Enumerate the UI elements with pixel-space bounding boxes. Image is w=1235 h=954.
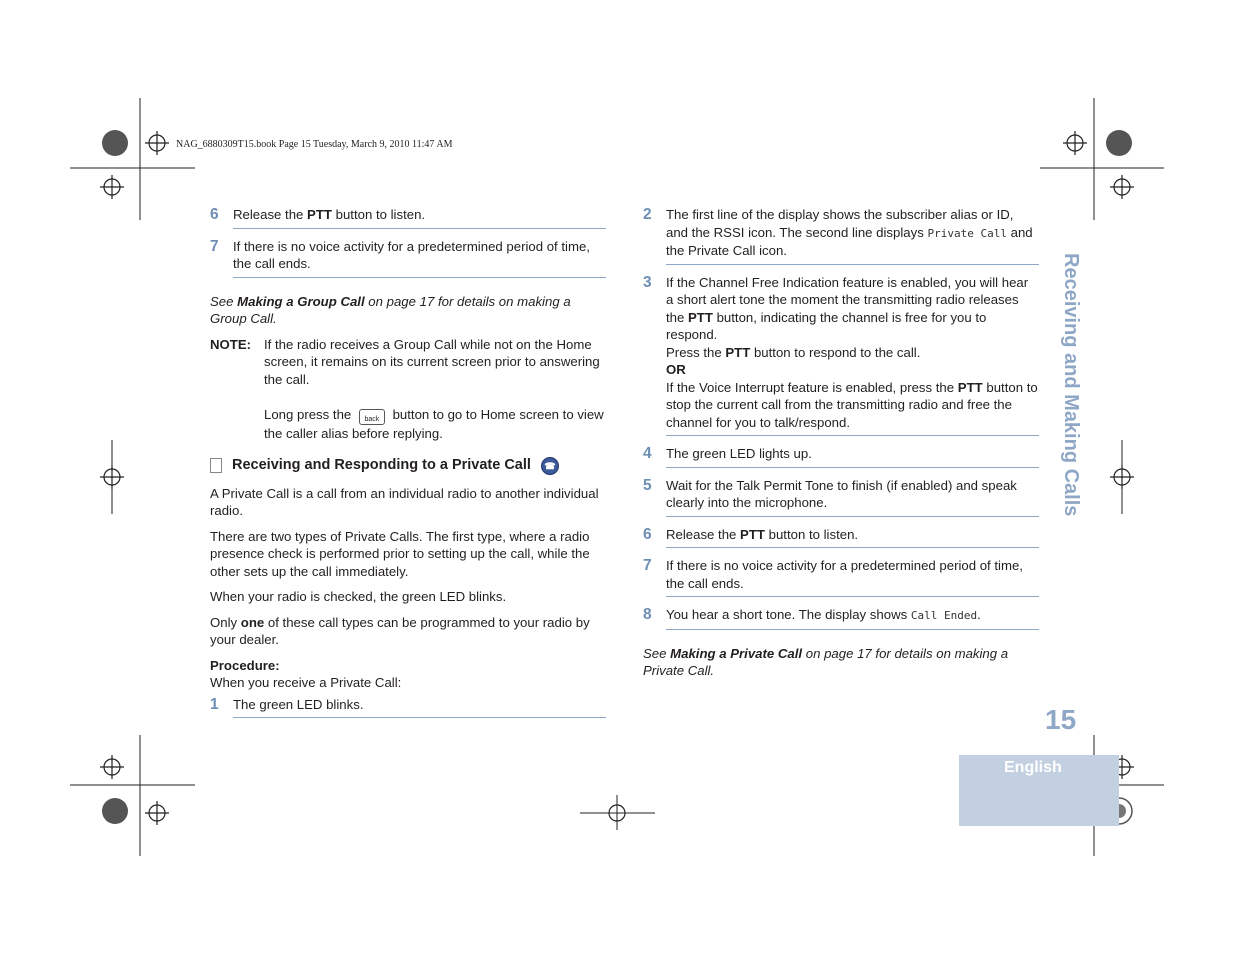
step-text: If the Channel Free Indication feature is enabled, you will hear a short alert tone the moment the transmitting radio releases the PTT button, indicating the channel is free for you to respond. Press the PTT button to respond to the call. OR If the Voice Interrupt feature is enabled, press the PTT button to stop the current call from the transmitting radio and free the channel for you to talk/respond. — [666, 274, 1039, 437]
step-number: 7 — [643, 557, 652, 574]
step-7-right — [643, 557, 1039, 602]
step-7-left — [210, 238, 606, 283]
step-text: Release the PTT button to listen. — [666, 526, 1039, 549]
step-text: Release the PTT button to listen. — [233, 206, 606, 229]
display-text: Call Ended — [910, 609, 978, 622]
step-number: 5 — [643, 476, 652, 494]
step-number: 6 — [643, 525, 652, 543]
language-tab: English — [959, 755, 1119, 826]
or-label: OR — [666, 362, 686, 377]
step-4-right — [643, 445, 1039, 473]
step-number: 1 — [210, 695, 219, 713]
note-block — [210, 336, 606, 443]
document-icon — [210, 458, 222, 473]
back-key-icon: back — [359, 409, 385, 425]
step-text: The first line of the display shows the subscriber alias or ID, and the RSSI icon. The second line displays Private Call and the Private Call icon. — [666, 206, 1039, 265]
step-2-right — [643, 206, 1039, 270]
step-1-left — [210, 696, 606, 724]
file-header: NAG_6880309T15.book Page 15 Tuesday, March 9, 2010 11:47 AM — [176, 139, 453, 150]
procedure-label: Procedure: — [210, 657, 280, 673]
note-paragraph-2: Long press the back button to go to Home screen to view the caller alias before replying. — [264, 407, 604, 441]
see-private-call-ref: See Making a Private Call on page 17 for details on making a Private Call. — [643, 645, 1009, 678]
note-body — [264, 336, 606, 443]
right-column — [643, 206, 1039, 688]
step-text: If there is no voice activity for a predetermined period of time, the call ends. — [666, 557, 1039, 597]
note-paragraph-1: If the radio receives a Group Call while not on the Home screen, it remains on its current screen prior to answering the call. — [264, 336, 600, 387]
paragraph-led-blinks: When your radio is checked, the green LED blinks. — [210, 589, 507, 604]
step-text: Wait for the Talk Permit Tone to finish (if enabled) and speak clearly into the microphone. — [666, 477, 1039, 517]
paragraph-call-types: There are two types of Private Calls. The first type, where a radio presence check is performed prior to setting up the call, while the other sets up the call immediately. — [210, 528, 590, 579]
note-label: NOTE: — [210, 336, 252, 352]
step-text: You hear a short tone. The display shows Call Ended. — [666, 606, 1039, 630]
section-title: Receiving and Responding to a Private Call ☎ — [210, 457, 606, 475]
step-text: The green LED blinks. — [233, 696, 606, 719]
see-group-call-ref: See Making a Group Call on page 17 for details on making a Group Call. — [210, 293, 571, 326]
step-number: 8 — [643, 606, 652, 623]
step-6-right — [643, 526, 1039, 554]
step-6-left — [210, 206, 606, 234]
step-text: The green LED lights up. — [666, 445, 1039, 468]
step-number: 6 — [210, 206, 219, 223]
private-call-icon: ☎ — [541, 457, 559, 475]
step-number: 7 — [210, 237, 219, 255]
chapter-side-tab: Receiving and Making Calls — [1060, 253, 1082, 517]
step-number: 2 — [643, 206, 652, 223]
step-5-right — [643, 477, 1039, 522]
step-8-right — [643, 606, 1039, 635]
step-text: If there is no voice activity for a predetermined period of time, the call ends. — [233, 238, 606, 278]
paragraph-private-call-def: A Private Call is a call from an individual radio to another individual radio. — [210, 485, 599, 518]
step-number: 3 — [643, 273, 652, 291]
page-number: 15 — [1045, 704, 1077, 735]
left-column — [210, 206, 606, 727]
display-text: Private Call — [927, 226, 1007, 240]
step-3-right — [643, 274, 1039, 442]
procedure-intro: When you receive a Private Call: — [210, 675, 402, 690]
paragraph-only-one: Only one of these call types can be programmed to your radio by your dealer. — [210, 614, 590, 647]
step-number: 4 — [643, 445, 652, 462]
